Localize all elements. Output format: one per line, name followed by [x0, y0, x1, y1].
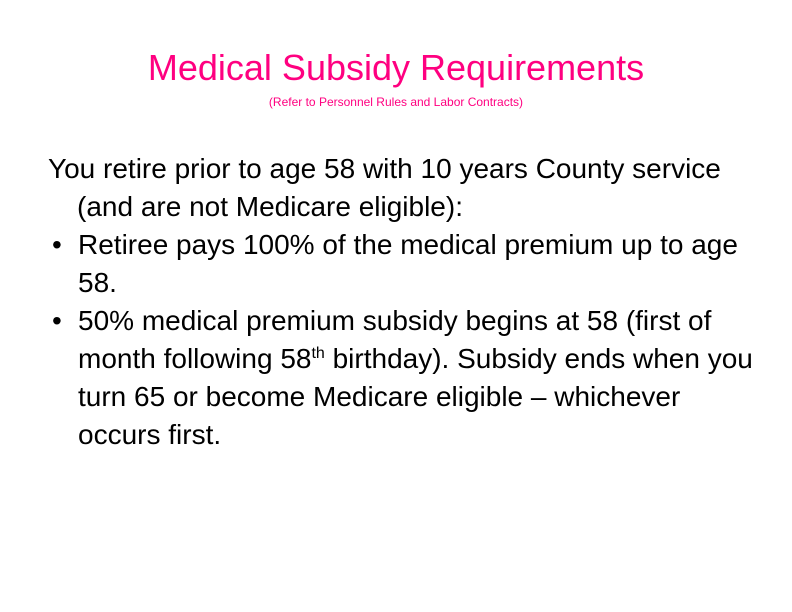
bullet-icon: • [52, 305, 62, 336]
ordinal-superscript: th [311, 345, 325, 362]
slide-subtitle: (Refer to Personnel Rules and Labor Contracts) [268, 95, 524, 109]
slide-title: Medical Subsidy Requirements [147, 47, 645, 88]
bullet-text-start: 50% medical premium subsidy begins at 58 (first of month following 58 [78, 305, 712, 374]
bullet-item-premium [48, 226, 768, 302]
slide-body [48, 150, 768, 454]
intro-paragraph: You retire prior to age 58 with 10 years County service (and are not Medicare eligible): [48, 153, 721, 222]
bullet-icon: • [52, 229, 62, 260]
bullet-list [48, 226, 768, 454]
bullet-text: Retiree pays 100% of the medical premium up to age 58. [78, 229, 738, 298]
bullet-text-end: birthday). Subsidy ends when you turn 65 or become Medicare eligible – whichever occurs first. [78, 343, 753, 450]
bullet-item-subsidy [48, 302, 768, 454]
